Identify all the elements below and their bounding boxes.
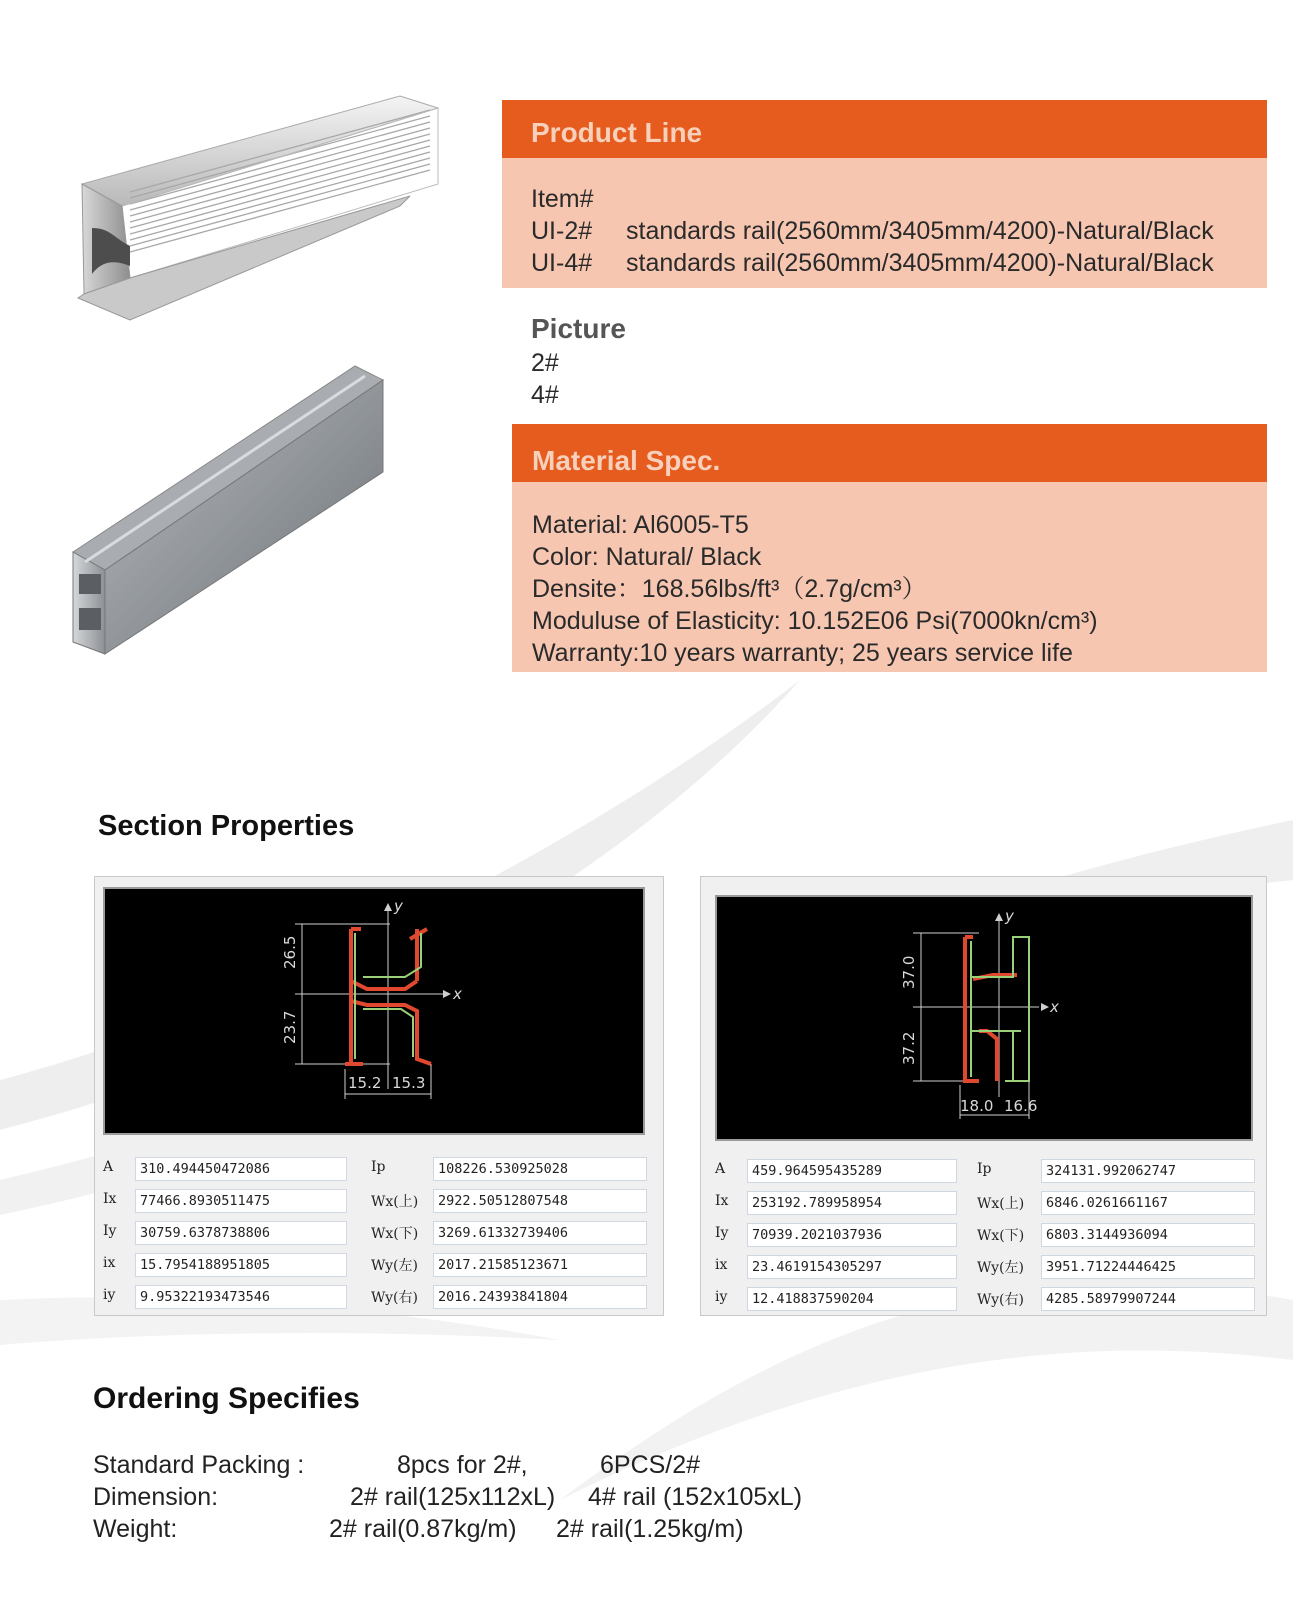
- packing-label: Standard Packing :: [93, 1451, 305, 1479]
- field-label: A: [103, 1159, 114, 1175]
- field-value[interactable]: 70939.2021037936: [747, 1223, 957, 1247]
- axis-x-label: x: [1050, 998, 1059, 1016]
- field-value[interactable]: 3951.71224446425: [1041, 1255, 1255, 1279]
- field-label: iy: [103, 1287, 116, 1303]
- field-label: Wy(左): [977, 1260, 1024, 1276]
- product-code: UI-2#: [531, 217, 593, 245]
- field-label: Wx(下): [977, 1228, 1025, 1244]
- weight-label: Weight:: [93, 1515, 178, 1543]
- picture-section: [531, 311, 626, 411]
- field-label: Iy: [715, 1225, 729, 1241]
- weight-value-a: 2# rail(0.87kg/m): [329, 1515, 517, 1543]
- product-row: [531, 247, 1267, 279]
- elasticity-line: Moduluse of Elasticity: 10.152E06 Psi(7000kn/cm³): [532, 607, 1098, 635]
- picture-item: 2#: [531, 349, 559, 377]
- field-value[interactable]: 30759.6378738806: [135, 1221, 347, 1245]
- field-label: Wy(右): [371, 1290, 418, 1306]
- product-code: UI-4#: [531, 249, 593, 277]
- packing-value-b: 6PCS/2#: [600, 1451, 701, 1479]
- field-value[interactable]: 2017.21585123671: [433, 1253, 647, 1277]
- dimension-value-b: 4# rail (152x105xL): [588, 1483, 803, 1511]
- packing-value-a: 8pcs for 2#,: [397, 1451, 528, 1479]
- field-label: ix: [715, 1257, 728, 1273]
- dimension-label: Dimension:: [93, 1483, 219, 1511]
- field-value[interactable]: 15.7954188951805: [135, 1253, 347, 1277]
- product-line-block: [502, 158, 1267, 288]
- profile-4-drawing: [717, 897, 1251, 1139]
- field-value[interactable]: 108226.530925028: [433, 1157, 647, 1181]
- product-row: [531, 215, 1267, 247]
- field-label: Wy(右): [977, 1292, 1024, 1308]
- material-line: Material: Al6005-T5: [532, 511, 749, 539]
- item-header: Item#: [531, 185, 594, 213]
- dim-top-label: 37.0: [900, 955, 918, 989]
- field-label: Wx(上): [371, 1194, 419, 1210]
- color-line: Color: Natural/ Black: [532, 543, 762, 571]
- field-label: Wy(左): [371, 1258, 418, 1274]
- field-value[interactable]: 253192.789958954: [747, 1191, 957, 1215]
- dim-right-label: 15.3: [392, 1074, 426, 1092]
- field-label: Ix: [103, 1191, 117, 1207]
- density-line: Densite：168.56lbs/ft³（2.7g/cm³）: [532, 575, 927, 603]
- dimension-value-a: 2# rail(125x112xL): [350, 1483, 556, 1511]
- field-label: Ip: [371, 1159, 386, 1175]
- field-label: ix: [103, 1255, 116, 1271]
- dim-left-label: 15.2: [348, 1074, 382, 1092]
- field-value[interactable]: 9.95322193473546: [135, 1285, 347, 1309]
- dim-top-label: 26.5: [281, 935, 299, 969]
- field-value[interactable]: 6803.3144936094: [1041, 1223, 1255, 1247]
- product-line-banner: [502, 100, 1267, 158]
- material-spec-title: Material Spec.: [532, 445, 721, 476]
- dim-bottom-label: 23.7: [281, 1010, 299, 1044]
- axis-y-label: y: [394, 897, 403, 915]
- section-properties-title: Section Properties: [98, 810, 355, 842]
- section-panel-2: [94, 876, 664, 1316]
- dim-right-label: 16.6: [1004, 1097, 1038, 1115]
- axis-y-label: y: [1005, 907, 1014, 925]
- picture-title: Picture: [531, 313, 626, 344]
- field-label: iy: [715, 1289, 728, 1305]
- field-label: A: [715, 1161, 726, 1177]
- dim-left-label: 18.0: [960, 1097, 994, 1115]
- field-value[interactable]: 2922.50512807548: [433, 1189, 647, 1213]
- rail-2-photo: [70, 88, 445, 328]
- material-spec-block: [512, 482, 1267, 672]
- field-value[interactable]: 459.964595435289: [747, 1159, 957, 1183]
- field-value[interactable]: 6846.0261661167: [1041, 1191, 1255, 1215]
- weight-value-b: 2# rail(1.25kg/m): [556, 1515, 744, 1543]
- field-value[interactable]: 77466.8930511475: [135, 1189, 347, 1213]
- warranty-line: Warranty:10 years warranty; 25 years service life: [532, 639, 1073, 667]
- rail-4-photo: [65, 362, 390, 662]
- product-line-title: Product Line: [531, 117, 703, 148]
- field-label: Iy: [103, 1223, 117, 1239]
- section-panel-4: [700, 876, 1267, 1316]
- field-label: Wx(上): [977, 1196, 1025, 1212]
- product-desc: standards rail(2560mm/3405mm/4200)-Natural/Black: [626, 217, 1214, 245]
- product-desc: standards rail(2560mm/3405mm/4200)-Natural/Black: [626, 249, 1214, 277]
- field-value[interactable]: 310.494450472086: [135, 1157, 347, 1181]
- dim-bottom-label: 37.2: [900, 1031, 918, 1065]
- field-value[interactable]: 3269.61332739406: [433, 1221, 647, 1245]
- field-label: Wx(下): [371, 1226, 419, 1242]
- profile-2-drawing: [105, 889, 643, 1133]
- ordering-title: Ordering Specifies: [93, 1382, 360, 1415]
- field-label: Ip: [977, 1161, 992, 1177]
- axis-x-label: x: [453, 985, 462, 1003]
- field-label: Ix: [715, 1193, 729, 1209]
- section-drawing: [715, 895, 1253, 1141]
- section-drawing: [103, 887, 645, 1135]
- field-value[interactable]: 324131.992062747: [1041, 1159, 1255, 1183]
- field-value[interactable]: 23.4619154305297: [747, 1255, 957, 1279]
- field-value[interactable]: 2016.24393841804: [433, 1285, 647, 1309]
- field-value[interactable]: 12.418837590204: [747, 1287, 957, 1311]
- picture-item: 4#: [531, 381, 559, 409]
- field-value[interactable]: 4285.58979907244: [1041, 1287, 1255, 1311]
- material-spec-banner: [512, 424, 1267, 482]
